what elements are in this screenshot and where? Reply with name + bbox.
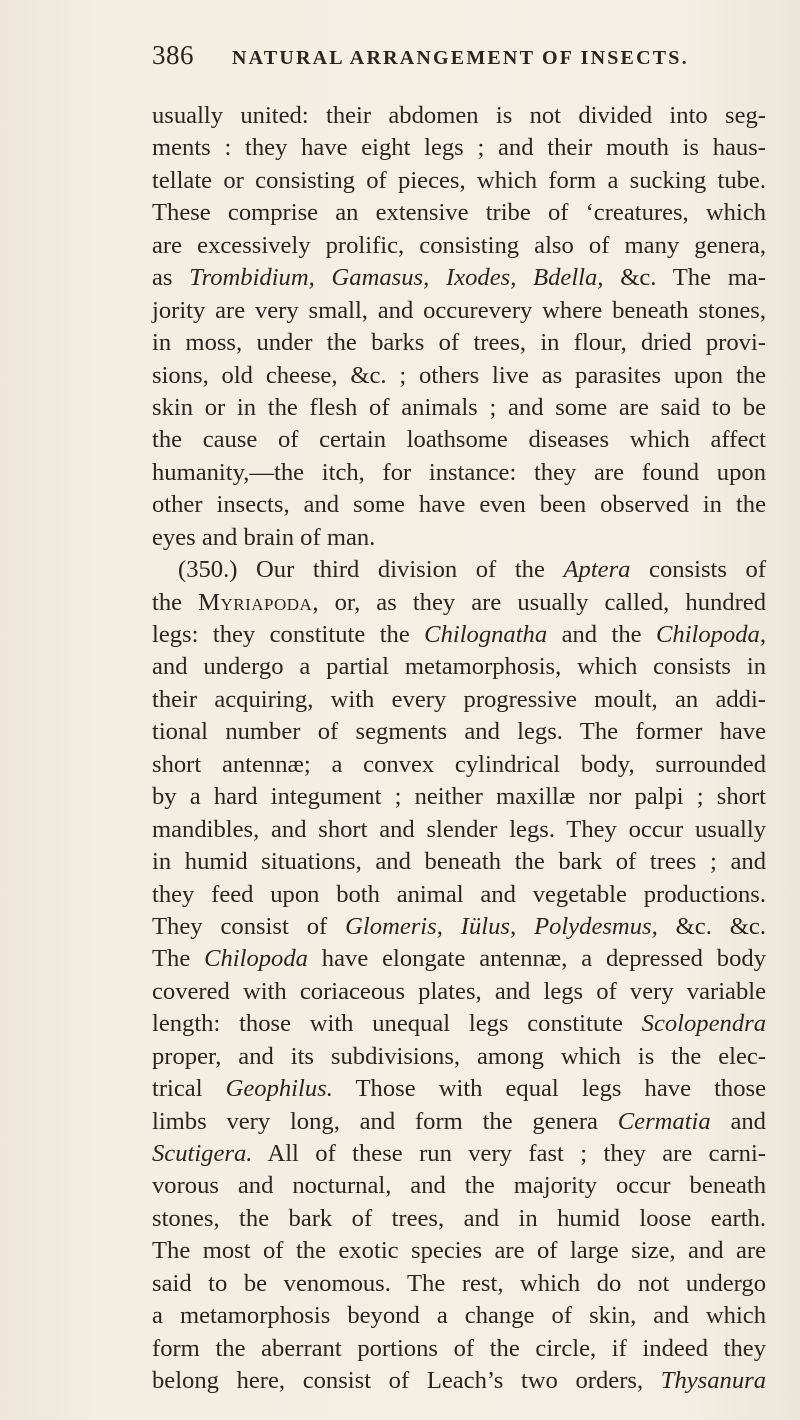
running-head xyxy=(152,40,792,80)
text-line: said to be venomous. The rest, which do not undergo xyxy=(152,1269,766,1297)
running-title: NATURAL ARRANGEMENT OF INSECTS. xyxy=(232,47,689,69)
text-line: These comprise an extensive tribe of ‘creatures, which xyxy=(152,199,766,227)
text-line: proper, and its subdivisions, among which is the elec- xyxy=(152,1042,766,1070)
text-line: jority are very small, and occurevery where beneath stones, xyxy=(152,296,766,324)
text-line: a metamorphosis beyond a change of skin, and which xyxy=(152,1302,766,1330)
text-line: The Chilopoda have elongate antennæ, a depressed body xyxy=(152,945,766,973)
myriapoda-term: Myriapoda xyxy=(198,588,313,616)
text-line: form the aberrant portions of the circle, if indeed they xyxy=(152,1334,766,1362)
text-line: length: those with unequal legs constitute Scolopendra xyxy=(152,1010,766,1038)
text-line: vorous and nocturnal, and the majority occur beneath xyxy=(152,1172,766,1200)
text-line: Scutigera. All of these run very fast ; they are carni- xyxy=(152,1140,766,1167)
text-line: humanity,—the itch, for instance: they are found upon xyxy=(152,458,766,486)
text-line: by a hard integument ; neither maxillæ nor palpi ; short xyxy=(152,783,766,811)
text-line: the cause of certain loathsome diseases which affect xyxy=(152,426,766,454)
text-line: in moss, under the barks of trees, in flour, dried provi- xyxy=(152,329,766,357)
text-line: their acquiring, with every progressive moult, an addi- xyxy=(152,685,766,713)
text-line: and undergo a partial metamorphosis, which consists in xyxy=(152,653,766,681)
text-line: mandibles, and short and slender legs. They occur usually xyxy=(152,815,766,843)
text-line: belong here, consist of Leach’s two orders, Thysanura xyxy=(152,1367,766,1395)
text-line: stones, the bark of trees, and in humid loose earth. xyxy=(152,1204,766,1232)
text-line: ments : they have eight legs ; and their mouth is haus- xyxy=(152,134,766,162)
text-line: They consist of Glomeris, Iülus, Polydesmus, &c. &c. xyxy=(152,912,766,940)
text-line: they feed upon both animal and vegetable productions. xyxy=(152,880,766,908)
text-line: tellate or consisting of pieces, which form a sucking tube. xyxy=(152,166,766,194)
text-line: in humid situations, and beneath the bark of trees ; and xyxy=(152,848,766,876)
body-text xyxy=(152,100,766,1398)
text-line: are excessively prolific, consisting also of many genera, xyxy=(152,231,766,259)
text-line: skin or in the flesh of animals ; and some are said to be xyxy=(152,393,766,421)
text-line: as Trombidium, Gamasus, Ixodes, Bdella, &c. The ma- xyxy=(152,264,766,292)
text-line: the Myriapoda, or, as they are usually called, hundred xyxy=(152,588,766,616)
text-line: sions, old cheese, &c. ; others live as parasites upon the xyxy=(152,361,766,389)
text-line: The most of the exotic species are of large size, and are xyxy=(152,1237,766,1265)
text-line: legs: they constitute the Chilognatha and the Chilopoda, xyxy=(152,621,766,648)
text-line: trical Geophilus. Those with equal legs have those xyxy=(152,1075,766,1103)
page-number: 386 xyxy=(152,40,194,70)
text-line: other insects, and some have even been observed in the xyxy=(152,491,766,519)
text-line: limbs very long, and form the genera Cermatia and xyxy=(152,1107,766,1135)
text-line: short antennæ; a convex cylindrical body, surrounded xyxy=(152,750,766,778)
genus-names: Trombidium, Gamasus, Ixodes, Bdella, xyxy=(189,264,604,292)
text-line: tional number of segments and legs. The former have xyxy=(152,718,766,746)
text-line: usually united: their abdomen is not divided into seg- xyxy=(152,102,766,129)
text-line: eyes and brain of man. xyxy=(152,523,376,551)
text-line: covered with coriaceous plates, and legs of very variable xyxy=(152,977,766,1005)
text-line: (350.) Our third division of the Aptera consists of xyxy=(178,556,767,584)
